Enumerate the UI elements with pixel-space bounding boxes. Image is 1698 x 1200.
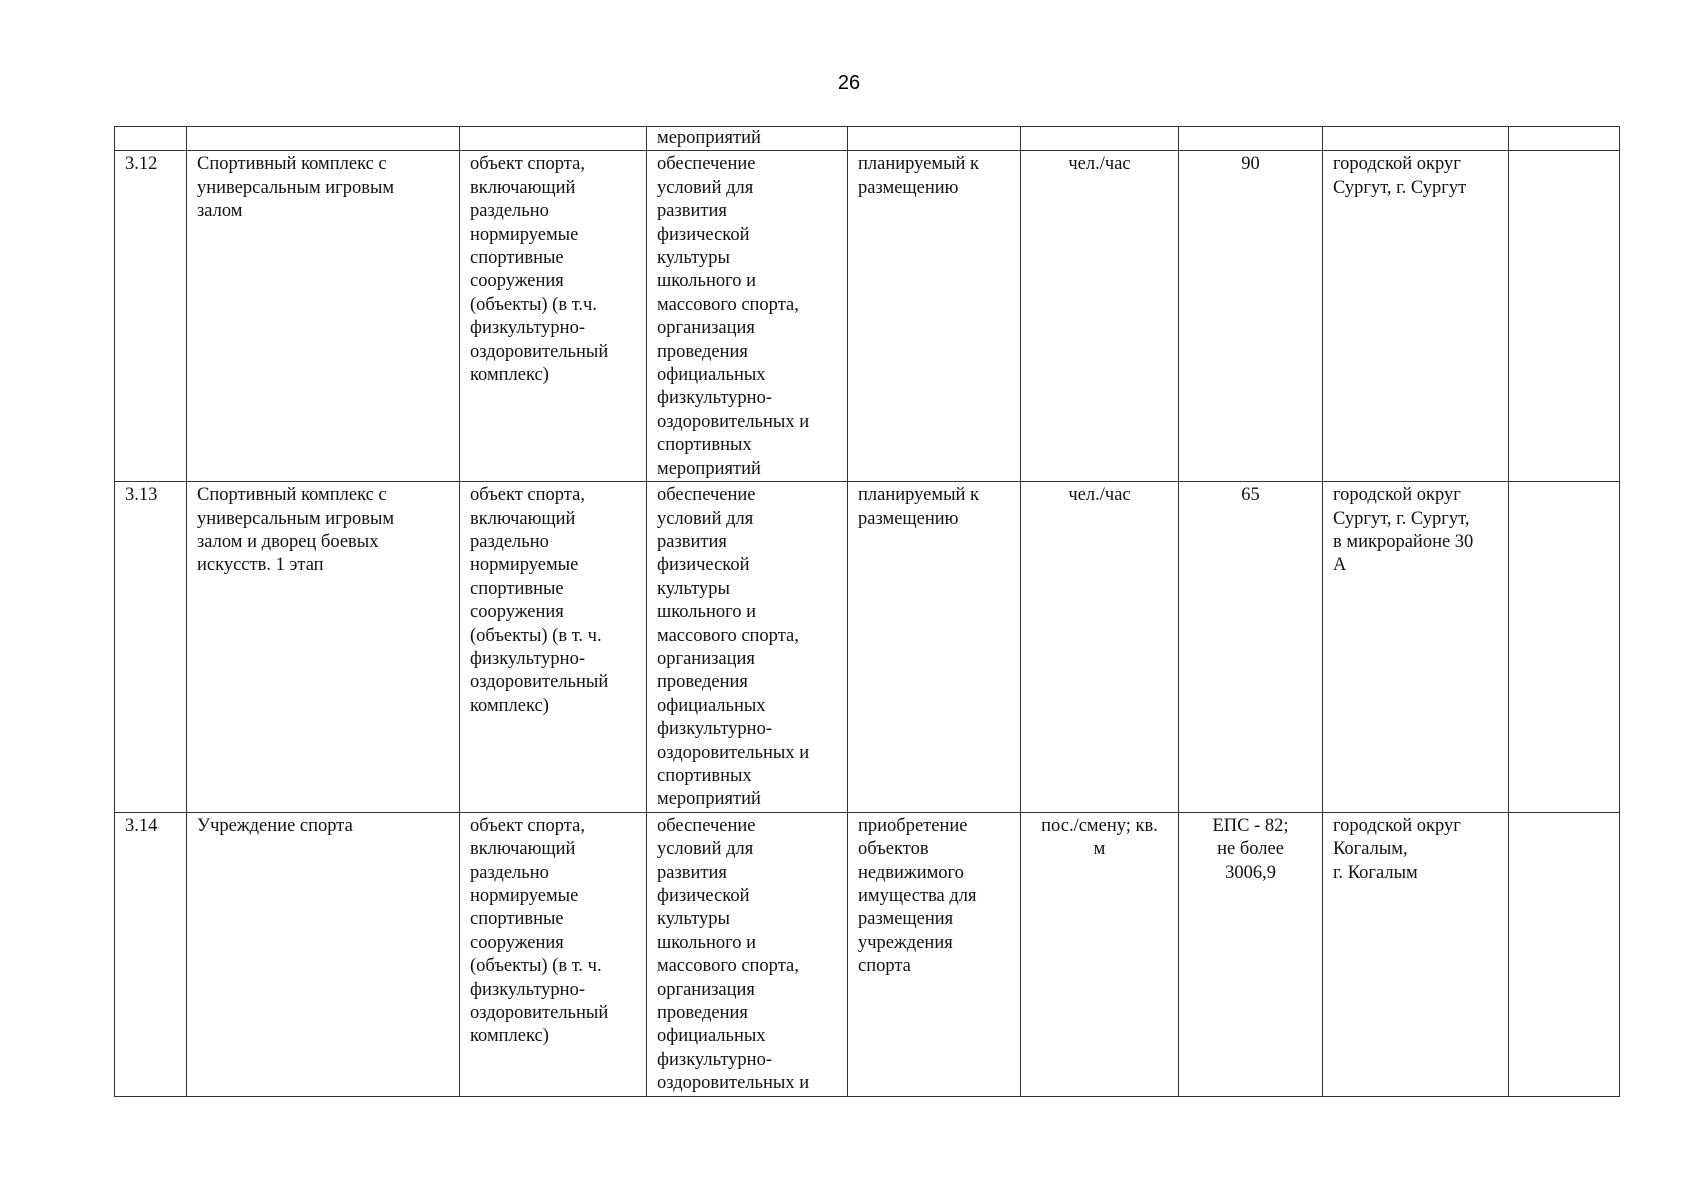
cell-line: включающий bbox=[470, 508, 576, 529]
cell-location bbox=[1323, 151, 1509, 482]
table-row bbox=[115, 482, 1620, 813]
cell-line: (объекты) (в т.ч. bbox=[470, 294, 597, 315]
cell-extra bbox=[1509, 482, 1620, 813]
cell-line: массового спорта, bbox=[657, 625, 799, 646]
cell-line: планируемый к bbox=[858, 154, 980, 175]
cell-line: Сургут, г. Сургут bbox=[1333, 177, 1467, 198]
cell-location bbox=[1323, 127, 1509, 151]
cell-line: не более bbox=[1217, 839, 1284, 860]
cell-line: физкультурно- bbox=[470, 979, 585, 1000]
cell-unit bbox=[1021, 482, 1179, 813]
cell-name bbox=[187, 151, 460, 482]
cell-num: 3.14 bbox=[115, 812, 187, 1096]
cell-line: универсальным игровым bbox=[197, 508, 395, 529]
cell-line: чел./час bbox=[1068, 485, 1131, 506]
continuation-row bbox=[115, 127, 1620, 151]
cell-line: официальных bbox=[657, 1026, 766, 1047]
cell-status bbox=[848, 482, 1021, 813]
cell-line: А bbox=[1333, 555, 1347, 576]
cell-line: залом и дворец боевых bbox=[197, 531, 379, 552]
cell-line: учреждения bbox=[858, 932, 953, 953]
cell-line: организация bbox=[657, 979, 755, 1000]
cell-line: нормируемые bbox=[470, 224, 579, 245]
cell-line: массового спорта, bbox=[657, 956, 799, 977]
cell-unit bbox=[1021, 127, 1179, 151]
cell-line: объект спорта, bbox=[470, 154, 585, 175]
cell-line: спортивные bbox=[470, 248, 564, 269]
cell-line: (объекты) (в т. ч. bbox=[470, 956, 602, 977]
cell-type bbox=[460, 482, 647, 813]
cell-value bbox=[1179, 482, 1323, 813]
cell-line: обеспечение bbox=[657, 154, 756, 175]
cell-line: развития bbox=[657, 201, 727, 222]
cell-line: оздоровительных и bbox=[657, 742, 810, 763]
cell-line: физической bbox=[657, 886, 750, 906]
cell-line: школьного и bbox=[657, 271, 757, 292]
cell-line: раздельно bbox=[470, 201, 549, 222]
cell-extra bbox=[1509, 127, 1620, 151]
cell-unit bbox=[1021, 151, 1179, 482]
page-number: 26 bbox=[837, 72, 861, 94]
cell-line: (объекты) (в т. ч. bbox=[470, 625, 602, 646]
cell-line: ЕПС - 82; bbox=[1212, 815, 1289, 836]
cell-line: мероприятий bbox=[657, 128, 761, 148]
cell-line: размещению bbox=[858, 508, 959, 529]
cell-line: условий для bbox=[657, 177, 754, 198]
cell-type bbox=[460, 127, 647, 151]
cell-line: спорта bbox=[858, 956, 911, 977]
cell-status bbox=[848, 151, 1021, 482]
cell-line: г. Когалым bbox=[1333, 862, 1418, 883]
cell-location bbox=[1323, 812, 1509, 1096]
cell-purpose bbox=[647, 151, 848, 482]
cell-line: условий для bbox=[657, 839, 754, 860]
cell-line: приобретение bbox=[858, 815, 968, 836]
cell-location bbox=[1323, 482, 1509, 813]
cell-value bbox=[1179, 127, 1323, 151]
cell-status bbox=[848, 127, 1021, 151]
cell-line: 65 bbox=[1241, 485, 1260, 506]
cell-extra bbox=[1509, 812, 1620, 1096]
cell-line: спортивные bbox=[470, 909, 564, 930]
cell-line: школьного и bbox=[657, 932, 757, 953]
cell-line: планируемый к bbox=[858, 485, 980, 506]
cell-line: сооружения bbox=[470, 602, 564, 623]
cell-line: комплекс) bbox=[470, 1026, 549, 1047]
cell-line: проведения bbox=[657, 1003, 748, 1024]
cell-line: оздоровительный bbox=[470, 341, 609, 362]
cell-line: Учреждение спорта bbox=[197, 815, 353, 836]
cell-line: раздельно bbox=[470, 862, 549, 883]
objects-table bbox=[114, 126, 1620, 1097]
cell-line: включающий bbox=[470, 177, 576, 198]
cell-line: Когалым, bbox=[1333, 839, 1408, 860]
cell-line: комплекс) bbox=[470, 695, 549, 716]
cell-purpose bbox=[647, 482, 848, 813]
cell-line: городской округ bbox=[1333, 815, 1461, 836]
cell-line: физкультурно- bbox=[657, 719, 772, 740]
cell-line: объектов bbox=[858, 839, 929, 860]
table-row bbox=[115, 151, 1620, 482]
cell-line: официальных bbox=[657, 365, 766, 386]
cell-line: массового спорта, bbox=[657, 294, 799, 315]
cell-line: размещения bbox=[858, 909, 954, 930]
cell-line: городской округ bbox=[1333, 154, 1461, 175]
cell-status bbox=[848, 812, 1021, 1096]
cell-unit bbox=[1021, 812, 1179, 1096]
cell-line: объект спорта, bbox=[470, 815, 585, 836]
cell-line: размещению bbox=[858, 177, 959, 198]
cell-num: 3.13 bbox=[115, 482, 187, 813]
cell-line: сооружения bbox=[470, 271, 564, 292]
cell-line: оздоровительный bbox=[470, 672, 609, 693]
cell-line: Спортивный комплекс с bbox=[197, 485, 387, 506]
cell-line: залом bbox=[197, 201, 243, 222]
cell-line: обеспечение bbox=[657, 815, 756, 836]
cell-line: пос./смену; кв. bbox=[1041, 815, 1158, 836]
cell-line: городской округ bbox=[1333, 485, 1461, 506]
cell-line: оздоровительных и bbox=[657, 411, 810, 432]
cell-line: недвижимого bbox=[858, 862, 964, 883]
cell-line: организация bbox=[657, 648, 755, 669]
cell-line: спортивных bbox=[657, 435, 752, 456]
cell-name bbox=[187, 482, 460, 813]
cell-line: имущества для bbox=[858, 886, 977, 906]
cell-line: физкультурно- bbox=[470, 318, 585, 339]
cell-line: искусств. 1 этап bbox=[197, 555, 324, 576]
cell-line: Спортивный комплекс с bbox=[197, 154, 387, 175]
table-row bbox=[115, 812, 1620, 1096]
cell-line: физкультурно- bbox=[657, 388, 772, 409]
cell-line: сооружения bbox=[470, 932, 564, 953]
cell-name bbox=[187, 127, 460, 151]
cell-line: развития bbox=[657, 862, 727, 883]
cell-line: мероприятий bbox=[657, 458, 761, 479]
cell-line: условий для bbox=[657, 508, 754, 529]
cell-line: физкультурно- bbox=[657, 1049, 772, 1070]
cell-line: физической bbox=[657, 224, 750, 245]
cell-value bbox=[1179, 812, 1323, 1096]
cell-num bbox=[115, 127, 187, 151]
cell-line: нормируемые bbox=[470, 555, 579, 576]
cell-line: объект спорта, bbox=[470, 485, 585, 506]
cell-value bbox=[1179, 151, 1323, 482]
cell-line: включающий bbox=[470, 839, 576, 860]
cell-line: физической bbox=[657, 555, 750, 576]
cell-extra bbox=[1509, 151, 1620, 482]
cell-line: раздельно bbox=[470, 531, 549, 552]
cell-line: мероприятий bbox=[657, 789, 761, 810]
cell-line: физкультурно- bbox=[470, 648, 585, 669]
cell-line: м bbox=[1093, 839, 1106, 860]
cell-line: оздоровительный bbox=[470, 1003, 609, 1024]
cell-line: культуры bbox=[657, 578, 730, 599]
cell-type bbox=[460, 151, 647, 482]
cell-line: 90 bbox=[1241, 154, 1260, 175]
cell-line: универсальным игровым bbox=[197, 177, 395, 198]
cell-line: спортивные bbox=[470, 578, 564, 599]
cell-line: проведения bbox=[657, 672, 748, 693]
cell-line: официальных bbox=[657, 695, 766, 716]
cell-line: спортивных bbox=[657, 765, 752, 786]
cell-line: 3006,9 bbox=[1225, 862, 1276, 883]
cell-line: Сургут, г. Сургут, bbox=[1333, 508, 1470, 529]
cell-line: культуры bbox=[657, 909, 730, 930]
cell-line: чел./час bbox=[1068, 154, 1131, 175]
cell-line: оздоровительных и bbox=[657, 1073, 810, 1094]
cell-purpose bbox=[647, 127, 848, 151]
cell-line: школьного и bbox=[657, 602, 757, 623]
cell-line: нормируемые bbox=[470, 886, 579, 906]
cell-purpose bbox=[647, 812, 848, 1096]
cell-line: обеспечение bbox=[657, 485, 756, 506]
cell-line: организация bbox=[657, 318, 755, 339]
cell-line: проведения bbox=[657, 341, 748, 362]
cell-line: в микрорайоне 30 bbox=[1333, 531, 1474, 552]
cell-line: комплекс) bbox=[470, 365, 549, 386]
cell-name bbox=[187, 812, 460, 1096]
cell-num: 3.12 bbox=[115, 151, 187, 482]
cell-line: культуры bbox=[657, 248, 730, 269]
cell-line: развития bbox=[657, 531, 727, 552]
cell-type bbox=[460, 812, 647, 1096]
